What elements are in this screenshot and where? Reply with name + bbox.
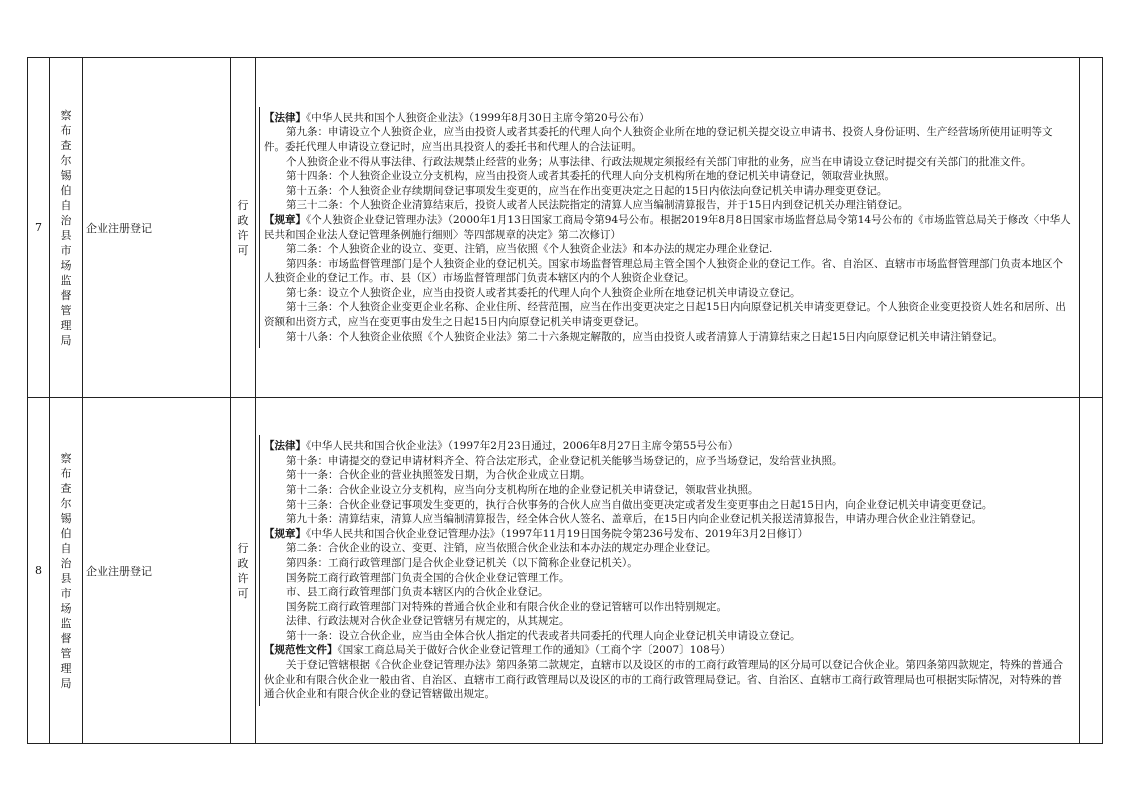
legal-basis-line: [264, 213, 1071, 242]
legal-basis-line: [264, 257, 1071, 286]
clause-text: 第九十条：清算结束，清算人应当编制清算报告，经全体合伙人签名、盖章后，在15日内向企业登记机关报送清算报告，申请办理合伙企业注销登记。: [286, 513, 982, 526]
clause-text: 《个人独资企业登记管理办法》（2000年1月13日国家工商局令第94号公布。根据2019年8月8日国家市场监督总局令第14号公布的《市场监管总局关于修改〈中华人民共和国企业法人登记管理条例施行细则〉等四部规章的决定》第二次修订）: [264, 213, 1071, 241]
legal-basis-line: [264, 286, 1071, 301]
clause-text: 第二条：个人独资企业的设立、变更、注销，应当依照《个人独资企业法》和本办法的规定办理企业登记.: [286, 243, 773, 256]
type-cell: [231, 398, 256, 744]
clause-text: 国务院工商行政管理部门负责全国的合伙企业登记管理工作。: [286, 571, 570, 584]
legal-basis-line: [264, 169, 1071, 184]
row-number: 7: [28, 58, 50, 398]
clause-text: 第十五条：个人独资企业存续期间登记事项发生变更的，应当在作出变更决定之日起的15日内依法向登记机关申请办理变更登记。: [286, 184, 888, 197]
department-name: 察布查尔锡伯自治县市场监督管理局: [60, 451, 72, 690]
legal-basis-line: [264, 300, 1071, 329]
legal-basis-line: [264, 184, 1071, 199]
department-name: 察布查尔锡伯自治县市场监督管理局: [60, 108, 72, 347]
clause-text: 第十一条：合伙企业的营业执照签发日期，为合伙企业成立日期。: [286, 469, 591, 482]
clause-text: 第二条：合伙企业的设立、变更、注销，应当依照合伙企业法和本办法的规定办理企业登记。: [286, 542, 717, 555]
permit-type: 行政许可: [237, 198, 249, 257]
legal-basis-line: [264, 198, 1071, 213]
table-row: [28, 398, 1103, 744]
legal-basis-line: [264, 155, 1071, 170]
clause-text: 《中华人民共和国个人独资企业法》（1999年8月30日主席令第20号公布）: [306, 111, 650, 124]
legal-basis-line: [264, 643, 1071, 658]
legal-basis-line: [264, 111, 1071, 126]
source-type-label: 【规章】: [264, 527, 306, 540]
source-type-label: 【法律】: [264, 111, 306, 124]
legal-basis-line: [264, 571, 1071, 586]
legal-basis-line: [264, 498, 1071, 513]
table-row: [28, 58, 1103, 398]
legal-basis-line: [264, 468, 1071, 483]
remarks-cell: [1080, 398, 1103, 744]
clause-text: 法律、行政法规对合伙企业登记管辖另有规定的，从其规定。: [286, 615, 570, 628]
item-name: 企业注册登记: [83, 58, 231, 398]
clause-text: 个人独资企业不得从事法律、行政法规禁止经营的业务；从事法律、行政法规规定须报经有关部门审批的业务，应当在申请设立登记时提交有关部门的批准文件。: [286, 155, 1032, 168]
clause-text: 第十二条：合伙企业设立分支机构，应当向分支机构所在地的企业登记机关申请登记，领取营业执照。: [286, 483, 759, 496]
type-cell: [231, 58, 256, 398]
legal-basis-cell: [256, 58, 1080, 398]
legal-basis-line: [264, 242, 1071, 257]
clause-text: 市、县工商行政管理部门负责本辖区内的合伙企业登记。: [286, 586, 549, 599]
clause-text: 关于登记管辖根据《合伙企业登记管理办法》第四条第二款规定，直辖市以及设区的市的工商行政管理局的区分局可以登记合伙企业。第四条第四款规定，特殊的普通合伙企业和有限合伙企业一般由省、自治区、直辖市工商行政管理局以及设区的市的工商行政管理局登记。省、自治区、直辖市工商行政管理局也可根据实际情况，对特殊的普通合伙企业和有限合伙企业的登记管辖做出规定。: [264, 659, 1064, 701]
clause-text: 第十一条：设立合伙企业，应当由全体合伙人指定的代表或者共同委托的代理人向企业登记机关申请设立登记。: [286, 629, 801, 642]
clause-text: 第九条：申请设立个人独资企业，应当由投资人或者其委托的代理人向个人独资企业所在地的登记机关提交设立申请书、投资人身份证明、生产经营场所使用证明等文件。委托代理人申请设立登记时，应当出具投资人的委托书和代理人的合法证明。: [264, 126, 1053, 153]
legal-basis-line: [264, 541, 1071, 556]
clause-text: 第十条：申请提交的登记申请材料齐全、符合法定形式，企业登记机关能够当场登记的，应予当场登记，发给营业执照。: [286, 454, 843, 467]
legal-basis-line: [264, 629, 1071, 644]
legal-basis-line: [264, 439, 1071, 454]
legal-basis-line: [264, 585, 1071, 600]
legal-basis-text: [259, 435, 1079, 706]
licensing-table: [27, 57, 1103, 744]
source-type-label: 【规章】: [264, 213, 306, 226]
clause-text: 第十八条：个人独资企业依照《个人独资企业法》第二十六条规定解散的，应当由投资人或者清算人于清算结束之日起15日内向原登记机关申请注销登记。: [286, 330, 1003, 343]
legal-basis-line: [264, 483, 1071, 498]
clause-text: 第三十二条：个人独资企业清算结束后，投资人或者人民法院指定的清算人应当编制清算报告，并于15日内到登记机关办理注销登记。: [286, 199, 909, 212]
row-number: 8: [28, 398, 50, 744]
legal-basis-line: [264, 556, 1071, 571]
legal-basis-line: [264, 330, 1071, 345]
clause-text: 第四条：市场监督管理部门是个人独资企业的登记机关。国家市场监督管理总局主管全国个人独资企业的登记工作。省、自治区、直辖市市场监督管理部门负责本地区个人独资企业的登记工作。市、县（区）市场监督管理部门负责本辖区内的个人独资企业登记。: [264, 257, 1064, 285]
legal-basis-line: [264, 600, 1071, 615]
clause-text: 《国家工商总局关于做好合伙企业登记管理工作的通知》（工商个字〔2007〕108号）: [337, 644, 731, 657]
department-cell: [50, 398, 83, 744]
legal-basis-line: [264, 614, 1071, 629]
clause-text: 第十四条：个人独资企业设立分支机构，应当由投资人或者其委托的代理人向分支机构所在地的登记机关申请登记，领取营业执照。: [286, 170, 896, 183]
clause-text: 第十三条：个人独资企业变更企业名称、企业住所、经营范围，应当在作出变更决定之日起15日内向原登记机关申请变更登记。个人独资企业变更投资人姓名和居所、出资额和出资方式，应当在变更事由发生之日起15日内向原登记机关申请变更登记。: [264, 301, 1066, 329]
legal-basis-text: [259, 107, 1079, 349]
clause-text: 《中华人民共和国合伙企业登记管理办法》（1997年11月19日国务院令第236号发布、2019年3月2日修订）: [306, 527, 809, 540]
legal-basis-line: [264, 658, 1071, 702]
clause-text: 第七条：设立个人独资企业，应当由投资人或者其委托的代理人向个人独资企业所在地登记机关申请设立登记。: [286, 286, 801, 299]
item-name: 企业注册登记: [83, 398, 231, 744]
legal-basis-line: [264, 454, 1071, 469]
clause-text: 国务院工商行政管理部门对特殊的普通合伙企业和有限合伙企业的登记管辖可以作出特别规定。: [286, 600, 728, 613]
source-type-label: 【规范性文件】: [264, 644, 338, 657]
clause-text: 第十三条：合伙企业登记事项发生变更的，执行合伙事务的合伙人应当自做出变更决定或者发生变更事由之日起15日内，向企业登记机关申请变更登记。: [286, 498, 993, 511]
legal-basis-cell: [256, 398, 1080, 744]
legal-basis-line: [264, 125, 1071, 154]
legal-basis-line: [264, 512, 1071, 527]
legal-basis-line: [264, 527, 1071, 542]
remarks-cell: [1080, 58, 1103, 398]
clause-text: 第四条：工商行政管理部门是合伙企业登记机关（以下简称企业登记机关）。: [286, 556, 638, 569]
clause-text: 《中华人民共和国合伙企业法》（1997年2月23日通过，2006年8月27日主席令第55号公布）: [306, 440, 739, 453]
department-cell: [50, 58, 83, 398]
permit-type: 行政许可: [237, 541, 249, 600]
source-type-label: 【法律】: [264, 440, 306, 453]
